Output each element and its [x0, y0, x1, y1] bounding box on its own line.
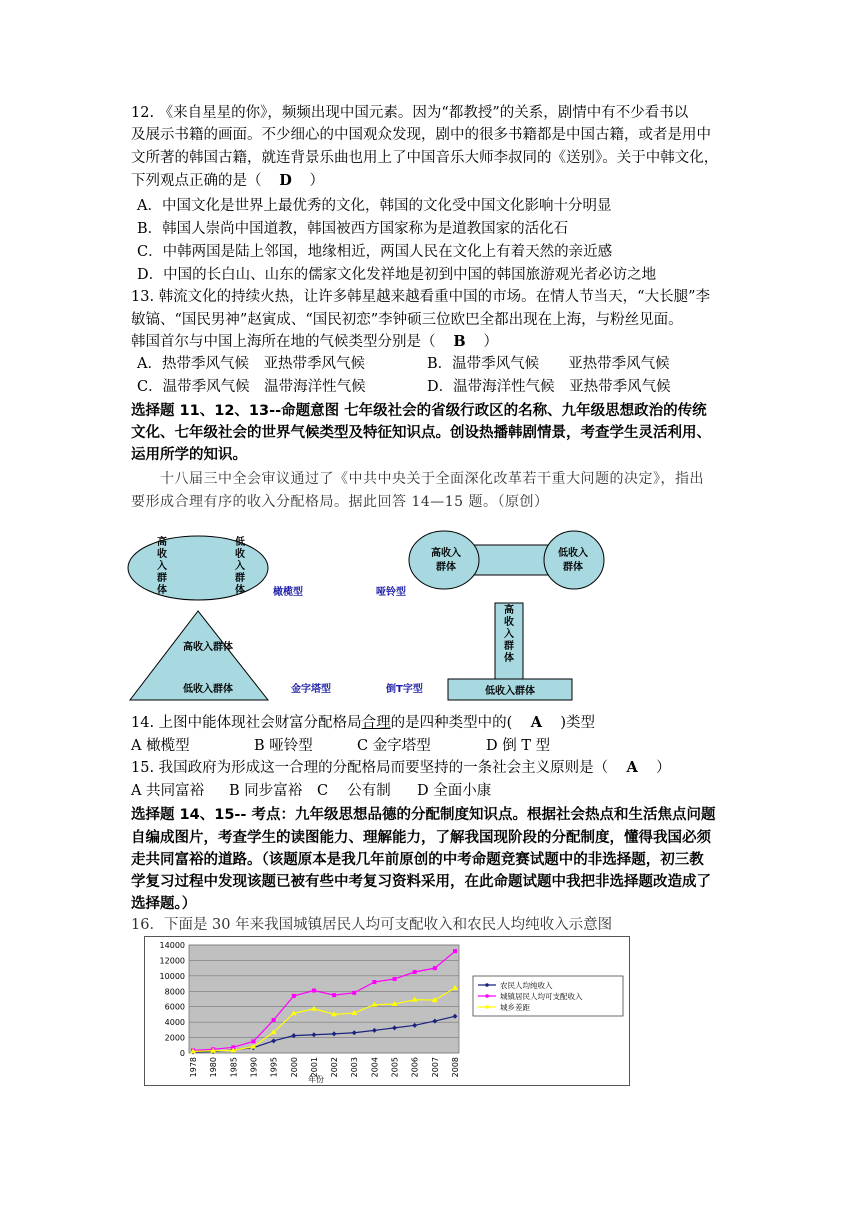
q14-stem — [131, 713, 595, 733]
intro-line-2: 要形成合理有序的收入分配格局。据此回答 14—15 题。（原创） — [131, 494, 549, 510]
dumbbell-right-label-1: 低收入 — [558, 548, 588, 559]
y-tick-label: 8000 — [164, 987, 185, 997]
note2-line-2: 自编成图片，考查学生的读图能力、理解能力，了解我国现阶段的分配制度，懂得我国必须 — [131, 830, 711, 846]
data-point — [272, 1018, 276, 1022]
data-point — [312, 989, 316, 993]
x-tick-label: 1980 — [209, 1057, 219, 1078]
pyramid-type-label: 金字塔型 — [291, 684, 331, 695]
note1-line-1: 选择题 11、12、13--命题意图 七年级社会的省级行政区的名称、九年级思想政治的传统 — [131, 403, 707, 419]
q12-line-3: 文所著的韩国古籍，就连背景乐曲也用上了中国音乐大师李叔同的《送别》。关于中韩文化， — [131, 150, 719, 166]
legend-entry: 城乡差距 — [500, 1003, 530, 1012]
note2-line-5: 选择题。） — [131, 896, 197, 912]
q14-close: )类型 — [560, 715, 595, 731]
note1-line-3: 运用所学的知识。 — [131, 447, 247, 463]
t-bottom-label: 低收入群体 — [485, 686, 535, 697]
x-tick-label: 2003 — [350, 1057, 360, 1078]
q12-line-1: 12. 《来自星星的你》，频频出现中国元素。因为“都教授”的关系，剧情中有不少看书以 — [131, 105, 689, 121]
dumbbell-right-label-2: 群体 — [563, 562, 583, 573]
legend-marker — [485, 1005, 489, 1009]
olive-left-label: 高收入群体 — [157, 537, 167, 596]
q13-stem-last: 韩国首尔与中国上海所在地的气候类型分别是（ — [131, 334, 436, 350]
q13-option-d: D．温带海洋性气候 亚热带季风气候 — [427, 379, 671, 395]
q13-answer: B — [453, 333, 466, 350]
y-tick-label: 10000 — [159, 971, 185, 981]
x-tick-label: 2004 — [370, 1057, 380, 1078]
dumbbell-left-label-1: 高收入 — [431, 548, 461, 559]
plot-area — [189, 945, 459, 1053]
q14-option-c: C 金字塔型 — [357, 738, 431, 754]
q15-stem — [131, 758, 671, 778]
q14-stem-b: 的是四种类型中的( — [390, 715, 513, 731]
q12-option-a: A．中国文化是世界上最优秀的文化，韩国的文化受中国文化影响十分明显 — [137, 198, 612, 214]
note2-line-1: 选择题 14、15-- 考点：九年级思想品德的分配制度知识点。根据社会热点和生活焦点问题 — [131, 807, 716, 823]
q15-option-d: D 全面小康 — [417, 783, 492, 799]
x-tick-label: 2001 — [309, 1057, 319, 1078]
data-point — [453, 949, 457, 953]
note2-line-4: 学复习过程中发现该题已被有些中考复习资料采用，在此命题试题中我把非选择题改造成了 — [131, 874, 711, 890]
legend-entry: 农民人均纯收入 — [500, 981, 553, 990]
q15-answer: A — [626, 759, 638, 776]
q12-line-2: 及展示书籍的画面。不少细心的中国观众发现，剧中的很多书籍都是中国古籍，或者是用中 — [131, 127, 711, 143]
q15-option-c: C 公有制 — [317, 783, 391, 799]
y-tick-label: 12000 — [159, 956, 185, 966]
pyramid-top-label: 高收入群体 — [183, 642, 233, 653]
q13-options-row-2 — [137, 377, 671, 397]
q15-close: ） — [656, 760, 671, 776]
q13-option-a: A．热带季风气候 亚热带季风气候 — [137, 356, 365, 372]
q13-options-row-1 — [137, 354, 670, 374]
y-tick-label: 0 — [179, 1049, 185, 1058]
data-point — [433, 966, 437, 970]
dumbbell-type-label: 哑铃型 — [376, 587, 406, 598]
q12-option-b: B．韩国人崇尚中国道教，韩国被西方国家称为是道教国家的活化石 — [137, 221, 569, 237]
q14-option-d: D 倒 T 型 — [486, 738, 551, 754]
data-point — [393, 977, 397, 981]
q13-close: ） — [483, 334, 498, 350]
q14-stem-underline: 合理 — [361, 715, 391, 731]
q14-option-b: B 哑铃型 — [254, 738, 313, 754]
legend-marker — [485, 983, 489, 987]
x-tick-label: 1995 — [269, 1057, 279, 1078]
q13-line-3 — [131, 332, 498, 352]
q15-option-a: A 共同富裕 — [131, 783, 205, 799]
dumbbell-right-end — [544, 531, 604, 589]
olive-shape — [128, 536, 268, 600]
x-tick-label: 1990 — [249, 1057, 259, 1078]
q12-line-4 — [131, 171, 324, 191]
x-tick-label: 2008 — [451, 1057, 460, 1078]
q14-option-a: A 橄榄型 — [131, 738, 190, 754]
x-tick-label: 2002 — [330, 1057, 340, 1078]
q15-stem-text: 15. 我国政府为形成这一合理的分配格局而要坚持的一条社会主义原则是（ — [131, 760, 609, 776]
data-point — [372, 980, 376, 984]
pyramid-bottom-label: 低收入群体 — [183, 684, 233, 695]
q15-option-b: B 同步富裕 — [229, 783, 303, 799]
x-tick-label: 1978 — [189, 1057, 198, 1078]
data-point — [292, 994, 296, 998]
note1-line-2: 文化、七年级社会的世界气候类型及特征知识点。创设热播韩剧情景，考查学生灵活利用、 — [131, 425, 711, 441]
q14-answer: A — [530, 714, 542, 731]
y-tick-label: 2000 — [164, 1033, 185, 1043]
x-axis-label: 年份 — [308, 1075, 324, 1084]
q13-option-b: B．温带季风气候 亚热带季风气候 — [427, 356, 670, 372]
q14-stem-a: 14. 上图中能体现社会财富分配格局 — [131, 715, 362, 731]
income-line-chart — [144, 936, 630, 1086]
dumbbell-left-label-2: 群体 — [436, 562, 456, 573]
olive-type-label: 橄榄型 — [273, 587, 303, 598]
y-tick-label: 6000 — [164, 1002, 185, 1012]
q16-stem: 16．下面是 30 年来我国城镇居民人均可支配收入和农民人均纯收入示意图 — [131, 917, 613, 933]
data-point — [352, 991, 356, 995]
data-point — [251, 1039, 255, 1043]
x-tick-label: 2000 — [289, 1057, 299, 1078]
y-tick-label: 14000 — [159, 941, 185, 950]
q13-line-1: 13. 韩流文化的持续火热，让许多韩星越来越看重中国的市场。在情人节当天，“大长腿”李 — [131, 289, 710, 305]
legend-entry: 城镇居民人均可支配收入 — [500, 992, 583, 1001]
y-tick-label: 4000 — [164, 1018, 185, 1028]
legend-marker — [485, 994, 489, 998]
data-point — [413, 970, 417, 974]
q13-option-c: C．温带季风气候 温带海洋性气候 — [137, 379, 366, 395]
q12-option-d: D．中国的长白山、山东的儒家文化发祥地是初到中国的韩国旅游观光者必访之地 — [137, 267, 657, 283]
x-tick-label: 2005 — [390, 1057, 400, 1078]
note2-line-3: 走共同富裕的道路。（该题原本是我几年前原创的中考命题竞赛试题中的非选择题，初三教 — [131, 852, 704, 868]
x-tick-label: 1985 — [229, 1057, 239, 1078]
dumbbell-left-end — [409, 531, 479, 589]
data-point — [332, 993, 336, 997]
olive-right-label: 低收入群体 — [235, 537, 245, 596]
q12-option-c: C．中韩两国是陆上邻国，地缘相近，两国人民在文化上有着天然的亲近感 — [137, 244, 613, 260]
income-distribution-diagram — [128, 525, 588, 705]
q13-line-2: 敏镐、“国民男神”赵寅成、“国民初恋”李钟硕三位欧巴全都出现在上海，与粉丝见面。 — [131, 312, 683, 328]
q12-stem-last: 下列观点正确的是（ — [131, 173, 262, 189]
intro-line-1: 十八届三中全会审议通过了《中共中央关于全面深化改革若干重大问题的决定》，指出 — [160, 471, 704, 487]
dumbbell-bar — [471, 545, 553, 575]
x-tick-label: 2007 — [430, 1057, 440, 1078]
q12-answer: D — [279, 172, 292, 189]
q12-close: ） — [309, 173, 324, 189]
t-top-label: 高收入群体 — [504, 605, 514, 664]
x-tick-label: 2006 — [410, 1057, 420, 1078]
t-type-label: 倒T字型 — [386, 684, 423, 695]
